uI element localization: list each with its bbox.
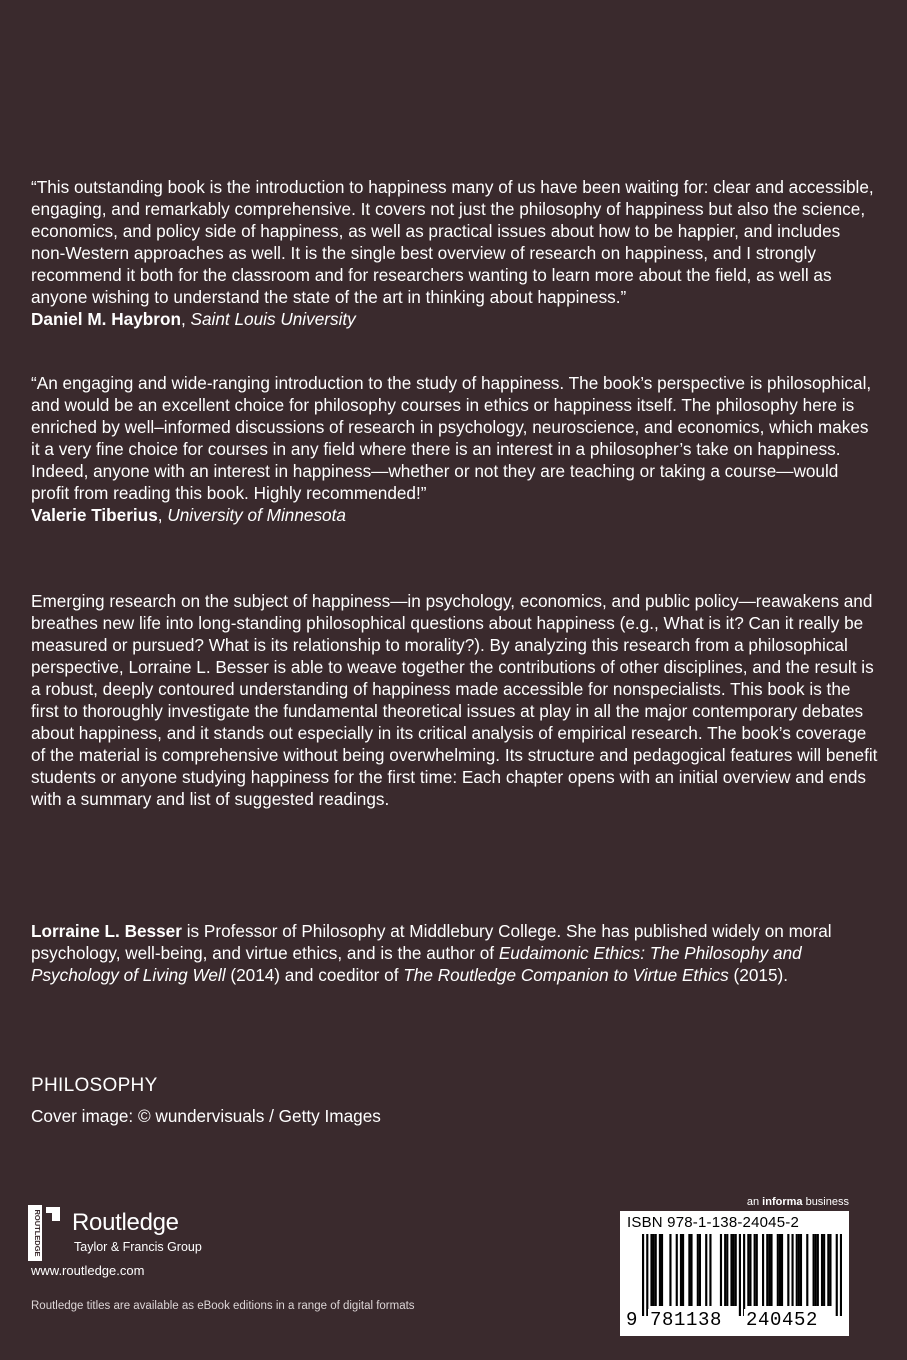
book-description [31, 590, 879, 810]
quote-1-author: Daniel M. Haybron [31, 309, 181, 329]
barcode-bar [653, 1234, 655, 1306]
barcode-bar [690, 1234, 692, 1306]
barcode-bar [796, 1234, 798, 1306]
publisher-name: Routledge [72, 1209, 179, 1236]
barcode-bar [827, 1234, 829, 1306]
bio-text-3: (2015). [728, 965, 789, 985]
barcode-bar [749, 1234, 751, 1306]
barcode-bar [724, 1234, 726, 1306]
description-text: Emerging research on the subject of happiness—in psychology, economics, and public policy—reawakens and breathes new life into long-standing philosophical questions about happiness (e.g., What is it? Can it really be measured or pursued? What is its relationship to morality?). By analyzing this research from a philosophical perspective, Lorraine L. Besser is able to weave together the contributions of other disciplines, and the result is a robust, deeply contoured understanding of happiness made accessible for nonspecialists. This book is the first to thoroughly investigate the fundamental theoretical issues at play in all the major contemporary debates about happiness, and it stands out especially in its critical analysis of empirical research. The book’s coverage of the material is comprehensive without being overwhelming. Its structure and pedagogical features will benefit students or anyone studying happiness for the first time: Each chapter opens with an initial overview and ends with a summary and list of suggested readings. [31, 591, 878, 809]
barcode-digits-left: 781138 [650, 1309, 723, 1331]
barcode-bar [756, 1234, 758, 1306]
ebook-note: Routledge titles are available as eBook editions in a range of digital formats [31, 1300, 415, 1312]
barcode-digit-first: 9 [626, 1309, 638, 1331]
quote-1-attribution [31, 308, 879, 330]
barcode-bar [840, 1234, 842, 1316]
endorsement-quote-1 [31, 176, 879, 330]
barcode-bar [709, 1234, 711, 1306]
barcode-bar [720, 1234, 722, 1306]
barcode-bar [800, 1234, 802, 1306]
barcode-bar [836, 1234, 838, 1316]
barcode-bar [823, 1234, 825, 1306]
barcode-bar [642, 1234, 644, 1316]
routledge-emblem-icon [28, 1205, 62, 1261]
barcode-bar [739, 1234, 741, 1316]
barcode-bar [821, 1234, 823, 1306]
barcode-bar [733, 1234, 735, 1306]
barcode-bar [768, 1234, 770, 1306]
endorsement-quote-2 [31, 372, 879, 526]
barcode-bar [743, 1234, 745, 1316]
quote-1-text: “This outstanding book is the introduction to happiness many of us have been waiting for: clear and accessible, engaging, and remarkably comprehensive. It covers not just the philosophy of happiness but also the science, economics, and policy side of happiness, as well as practical issues about how to be happier, and includes non-Western approaches as well. It is the single best overview of research on happiness, and I strongly recommend it both for the classroom and for researchers wanting to learn more about the field, as well as anyone wishing to understand the state of the art in thinking about happiness.” [31, 177, 874, 307]
logo-vertical-letters: ROUTLEDGE [33, 1209, 42, 1257]
barcode-bar [777, 1234, 779, 1306]
quote-2-institution: University of Minnesota [167, 505, 346, 525]
barcode-bar [650, 1234, 652, 1306]
barcode-digits [626, 1309, 846, 1333]
bio-book-2: The Routledge Companion to Virtue Ethics [403, 965, 729, 985]
bio-text-1: is Professor of Philosophy at Middlebury College. She has published widely on moral psychology, well-being, and virtue ethics, and is the author of [31, 921, 832, 963]
barcode-bar [806, 1234, 808, 1306]
quote-2-attribution [31, 504, 879, 526]
barcode-bars [642, 1234, 842, 1316]
isbn-label: ISBN 978-1-138-24045-2 [627, 1214, 800, 1231]
quote-2-text: “An engaging and wide-ranging introduction to the study of happiness. The book’s perspective is philosophical, and would be an excellent choice for philosophy courses in ethics or happiness itself. The philosophy here is enriched by well–informed discussions of research in psychology, neuroscience, and economics, which makes it a very fine choice for courses in any field where there is an interest in a philosopher’s take on happiness. Indeed, anyone with an interest in happiness—whether or not they are teaching or taking a course—would profit from reading this book. Highly recommended!” [31, 373, 872, 503]
routledge-logo [28, 1205, 248, 1265]
barcode-bar [688, 1234, 690, 1306]
barcode-bar [815, 1234, 817, 1306]
barcode-bar [659, 1234, 661, 1306]
barcode-bar [699, 1234, 701, 1306]
quote-2-separator: , [157, 505, 168, 525]
barcode-bar [646, 1234, 648, 1316]
publisher-url[interactable]: www.routledge.com [31, 1263, 145, 1278]
bio-book-1: Eudaimonic Ethics: The Philosophy and Psychology of Living Well [31, 943, 802, 985]
barcode-bar [766, 1234, 768, 1306]
barcode-bar [787, 1234, 789, 1306]
barcode-bar [680, 1234, 682, 1306]
informa-prefix: an [746, 1196, 763, 1208]
barcode-bar [697, 1234, 699, 1306]
barcode-bar [655, 1234, 657, 1306]
informa-brand: informa [762, 1196, 803, 1208]
quote-1-separator: , [180, 309, 191, 329]
cover-image-credit: Cover image: © wundervisuals / Getty Images [31, 1106, 381, 1126]
bio-text-2: (2014) and coeditor of [225, 965, 404, 985]
barcode-bar [791, 1234, 793, 1306]
quote-1-institution: Saint Louis University [190, 309, 356, 329]
barcode-bar [747, 1234, 749, 1306]
barcode-bar [735, 1234, 737, 1306]
barcode-bar [781, 1234, 783, 1306]
barcode-bar [730, 1234, 732, 1306]
subject-category: PHILOSOPHY [31, 1075, 158, 1096]
barcode-bar [829, 1234, 831, 1306]
quote-2-author: Valerie Tiberius [31, 505, 158, 525]
publisher-group: Taylor & Francis Group [74, 1240, 202, 1254]
barcode-bar [726, 1234, 728, 1306]
barcode-bar [661, 1234, 663, 1306]
barcode-bar [798, 1234, 800, 1306]
barcode-bar [676, 1234, 678, 1306]
bio-author-name: Lorraine L. Besser [31, 921, 182, 941]
barcode-bar [669, 1234, 671, 1306]
barcode-bar [754, 1234, 756, 1306]
isbn-barcode [620, 1211, 849, 1336]
barcode-digits-right: 240452 [746, 1309, 819, 1331]
barcode-bar [762, 1234, 764, 1306]
barcode-bar [682, 1234, 684, 1306]
barcode-bar [770, 1234, 772, 1306]
informa-suffix: business [802, 1196, 849, 1208]
informa-business-note [747, 1196, 849, 1208]
author-bio [31, 920, 879, 986]
barcode-bar [779, 1234, 781, 1306]
barcode-bar [705, 1234, 707, 1306]
barcode-bar [813, 1234, 815, 1306]
bio-text [31, 920, 879, 986]
barcode-bar [817, 1234, 819, 1306]
